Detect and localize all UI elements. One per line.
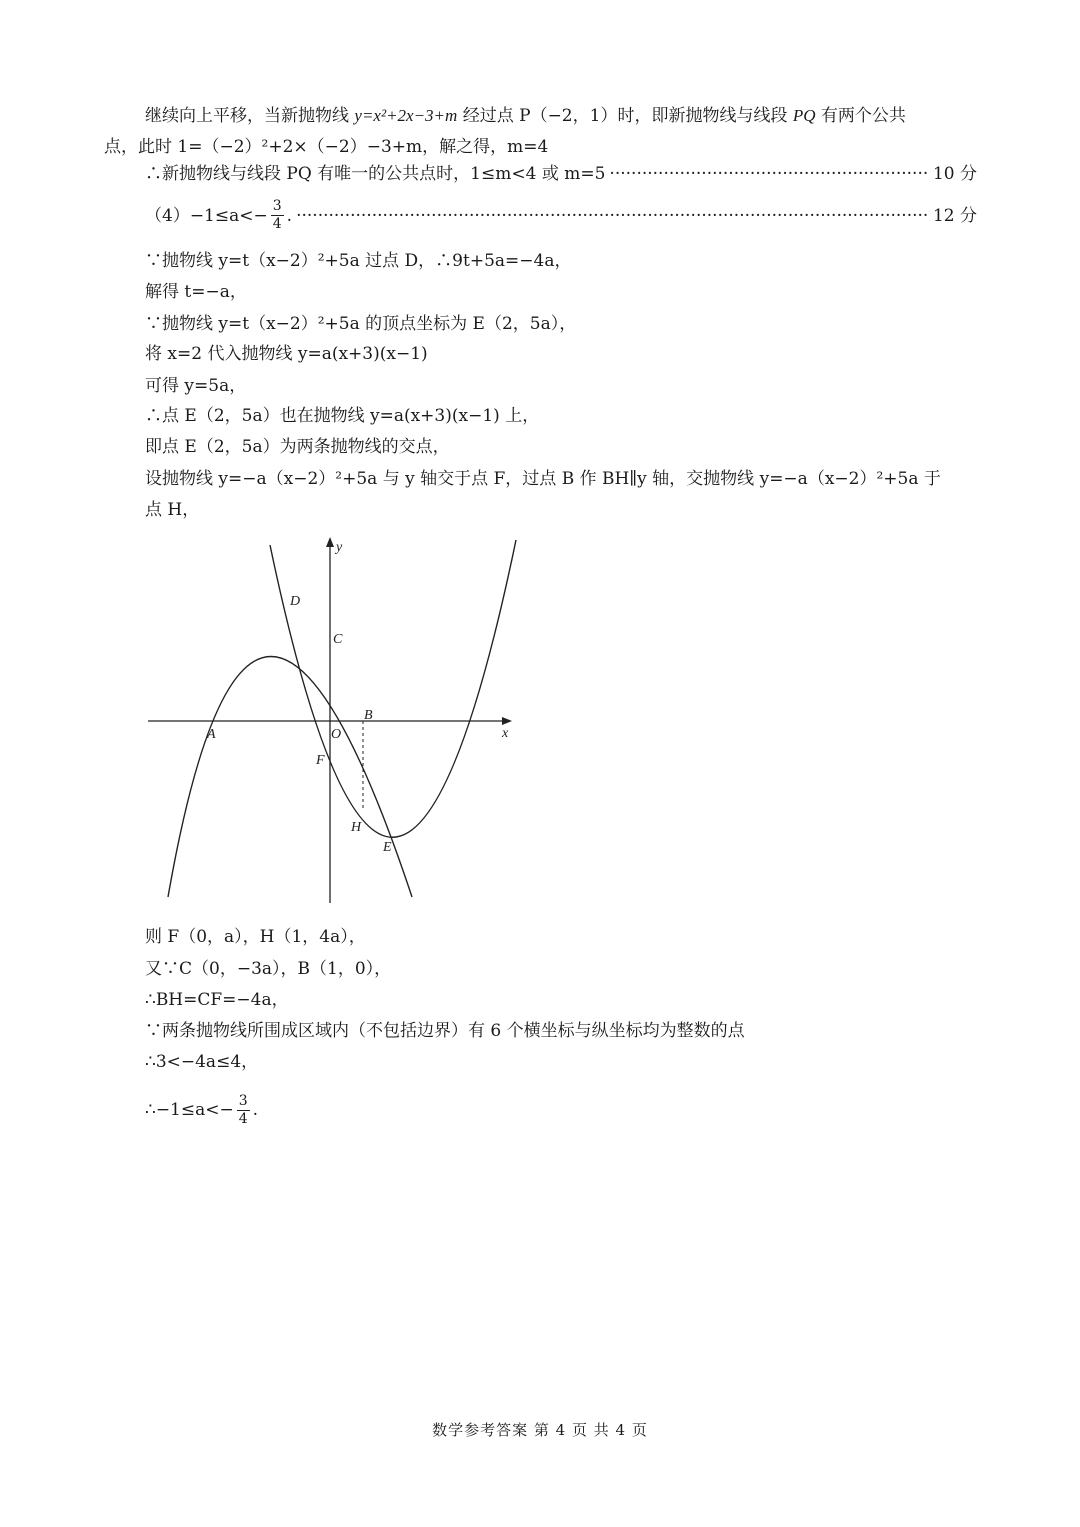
axis-label-y: y xyxy=(336,540,343,555)
after-line: ∵两条抛物线所围成区域内（不包括边界）有 6 个横坐标与纵坐标均为整数的点 xyxy=(145,1021,745,1041)
after-line: 又∵C（0，−3a），B（1，0）， xyxy=(145,959,392,979)
x-axis-arrow xyxy=(502,717,512,725)
step-line: ∵抛物线 y=t（x−2）²+5a 的顶点坐标为 E（2，5a）， xyxy=(145,314,577,334)
leader-dots xyxy=(296,204,929,228)
leader-dots xyxy=(609,162,929,186)
step-line: ∵抛物线 y=t（x−2）²+5a 过点 D，∴9t+5a=−4a， xyxy=(145,251,572,271)
point-label-a: A xyxy=(207,727,216,742)
parabola-figure xyxy=(140,535,530,910)
final-fraction: $\frac{3}{4}$ xyxy=(238,1093,248,1127)
score-row-12 xyxy=(145,198,977,233)
step-line: 设抛物线 y=−a（x−2）²+5a 与 y 轴交于点 F，过点 B 作 BH∥y 轴，交抛物线 y=−a（x−2）²+5a 于 xyxy=(145,469,941,489)
point-label-b: B xyxy=(364,708,373,723)
part4-label: （4）−1≤a<− xyxy=(145,205,268,226)
axis-label-x: x xyxy=(502,726,509,741)
para1-line2: 点，此时 1=（−2）²+2×（−2）−3+m，解之得，m=4 xyxy=(104,137,549,157)
final-answer: ∴−1≤a<− $\frac{3}{4}$ . xyxy=(145,1093,259,1127)
step-line: 即点 E（2，5a）为两条抛物线的交点， xyxy=(145,437,450,457)
after-line: ∴3<−4a≤4， xyxy=(145,1052,259,1072)
part4-tail: . xyxy=(286,205,293,226)
point-label-o: O xyxy=(331,727,342,742)
after-line: 则 F（0，a），H（1，4a）， xyxy=(145,927,366,947)
point-label-h: H xyxy=(351,820,362,835)
parabola-upward xyxy=(270,540,516,837)
step-line: ∴点 E（2，5a）也在抛物线 y=a(x+3)(x−1) 上， xyxy=(145,406,540,426)
step-line: 将 x=2 代入抛物线 y=a(x+3)(x−1) xyxy=(145,344,428,364)
point-label-c: C xyxy=(333,632,343,647)
score-10: 10 分 xyxy=(932,164,977,184)
step-line: 解得 t=−a， xyxy=(145,282,247,302)
y-axis-arrow xyxy=(326,537,334,547)
point-label-f: F xyxy=(316,753,325,768)
page-footer: 数学参考答案 第 4 页 共 4 页 xyxy=(432,1421,648,1439)
after-line: ∴BH=CF=−4a， xyxy=(145,990,289,1010)
point-label-e: E xyxy=(383,840,392,855)
point-label-d: D xyxy=(290,594,301,609)
step-line: 可得 y=5a， xyxy=(145,376,247,396)
score-12: 12 分 xyxy=(932,205,977,226)
score-row-10-text: ∴新抛物线与线段 PQ 有唯一的公共点时，1≤m<4 或 m=5 xyxy=(145,164,606,184)
part4-fraction: $\frac{3}{4}$ xyxy=(272,198,282,232)
step-line: 点 H， xyxy=(145,500,200,520)
parabola-downward xyxy=(168,657,412,898)
para1-line1: 继续向上平移，当新抛物线 y=x²+2x−3+m 经过点 P（−2，1）时，即新抛物线与线段 PQ 有两个公共 xyxy=(145,106,906,126)
score-row-10 xyxy=(145,162,977,186)
